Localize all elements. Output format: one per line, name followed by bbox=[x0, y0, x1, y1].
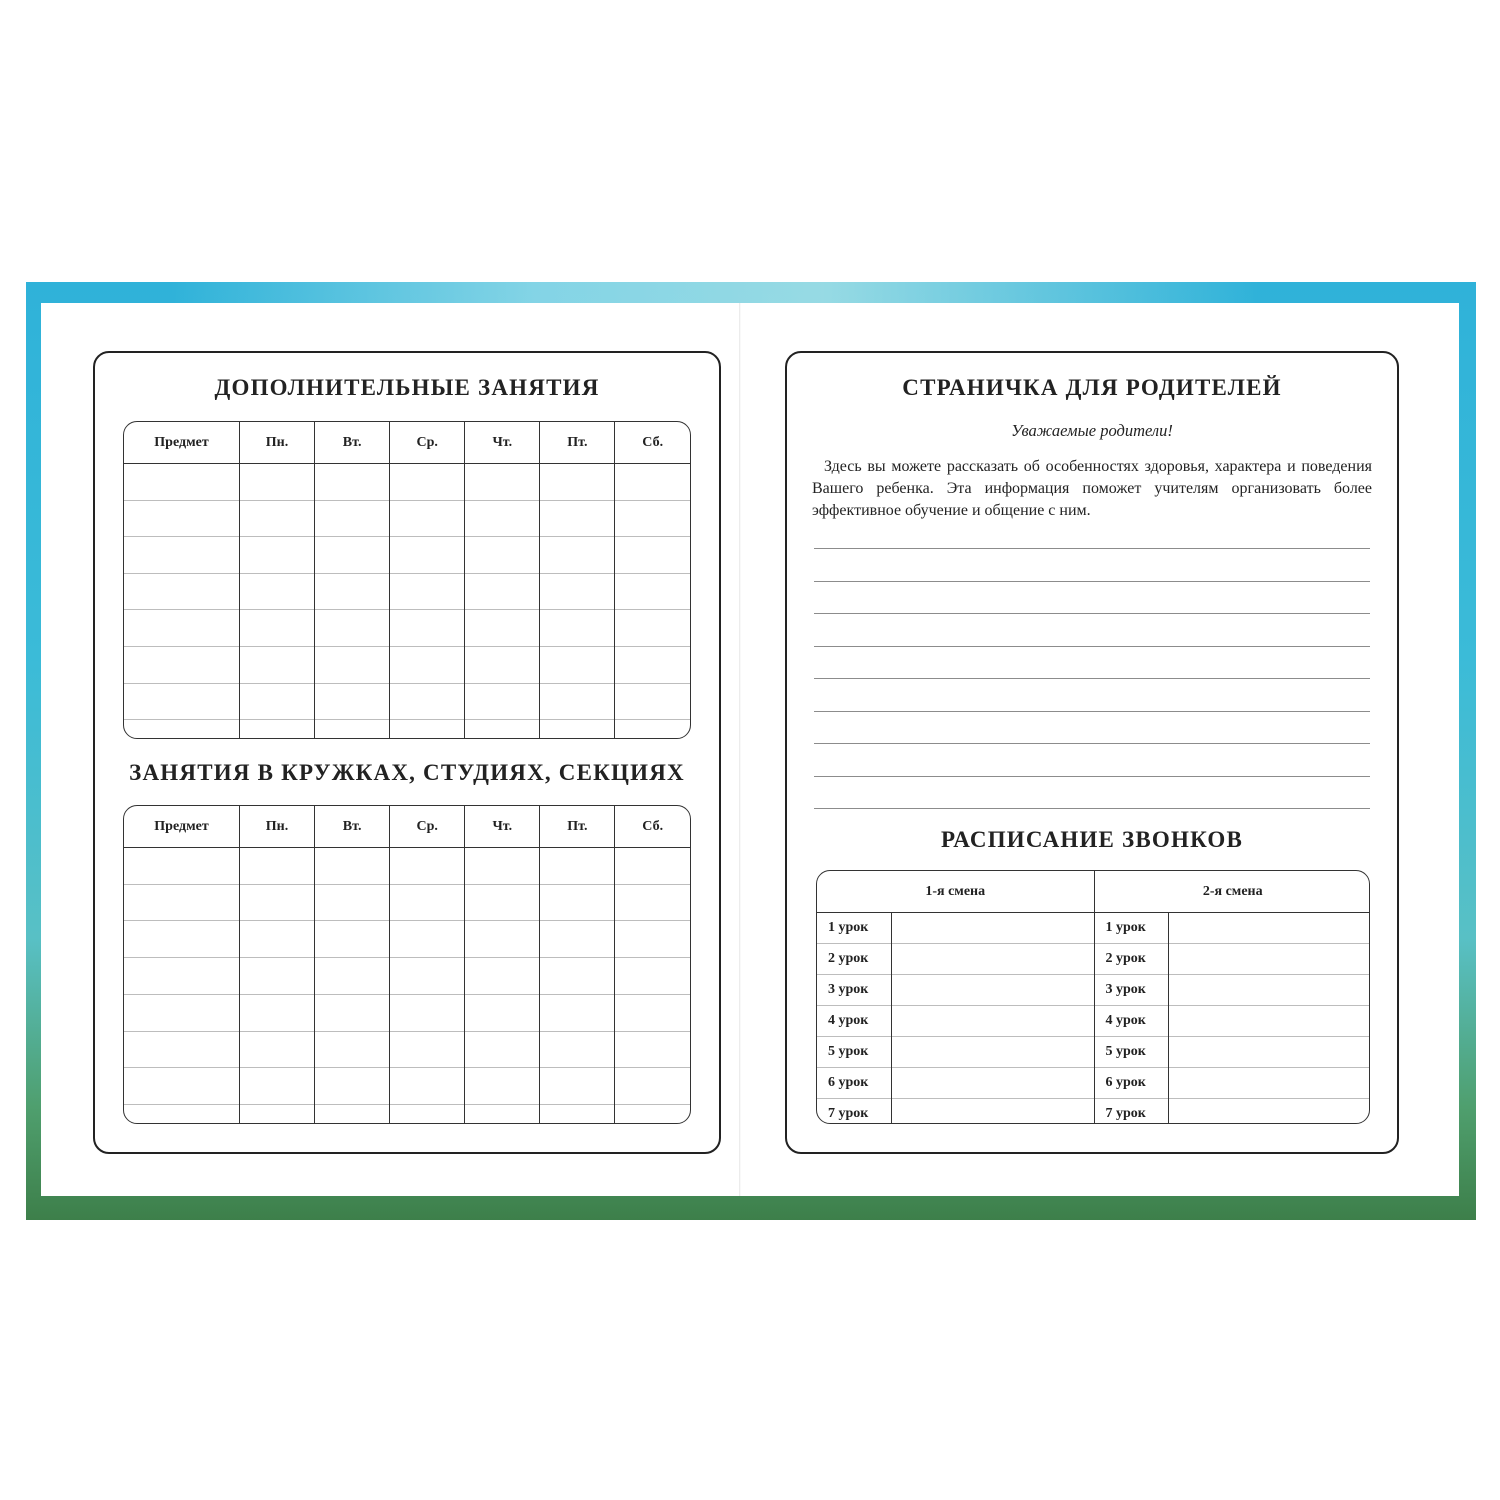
empty-cell[interactable] bbox=[615, 500, 690, 537]
table-header-row bbox=[124, 806, 690, 848]
shift1-lesson-label: 2 урок bbox=[817, 944, 891, 975]
empty-cell[interactable] bbox=[240, 921, 315, 958]
empty-cell[interactable] bbox=[390, 573, 465, 610]
empty-cell[interactable] bbox=[240, 884, 315, 921]
empty-cell[interactable] bbox=[540, 994, 615, 1031]
parents-intro-text: Здесь вы можете рассказать об особенностях здоровья, характера и поведения Вашего ребенка. Эта информация поможет учителям организовать более эффективное обучение и общение с ним. bbox=[812, 458, 1372, 519]
empty-cell[interactable] bbox=[390, 1105, 465, 1123]
bell-header-row bbox=[817, 871, 1370, 913]
empty-cell[interactable] bbox=[390, 464, 465, 501]
table-row bbox=[124, 646, 690, 683]
empty-cell[interactable] bbox=[540, 646, 615, 683]
column-header-thu: Чт. bbox=[465, 422, 540, 464]
empty-cell[interactable] bbox=[390, 500, 465, 537]
extra-classes-table bbox=[123, 421, 691, 739]
bell-row bbox=[817, 913, 1370, 944]
writing-line[interactable] bbox=[814, 678, 1370, 679]
empty-cell[interactable] bbox=[540, 537, 615, 574]
writing-line[interactable] bbox=[814, 581, 1370, 582]
empty-cell[interactable] bbox=[390, 683, 465, 720]
empty-cell[interactable] bbox=[390, 848, 465, 885]
table-row bbox=[124, 1105, 690, 1123]
empty-cell[interactable] bbox=[124, 500, 240, 537]
bell-row bbox=[817, 1006, 1370, 1037]
parents-greeting: Уважаемые родители! bbox=[1011, 421, 1173, 440]
empty-cell[interactable] bbox=[540, 573, 615, 610]
empty-cell[interactable] bbox=[465, 921, 540, 958]
bell-row bbox=[817, 975, 1370, 1006]
empty-cell[interactable] bbox=[540, 610, 615, 647]
empty-cell[interactable] bbox=[465, 1105, 540, 1123]
empty-cell[interactable] bbox=[124, 464, 240, 501]
empty-cell[interactable] bbox=[315, 500, 390, 537]
column-header-wed: Ср. bbox=[390, 422, 465, 464]
empty-cell[interactable] bbox=[390, 1031, 465, 1068]
empty-cell[interactable] bbox=[124, 958, 240, 995]
shift2-lesson-label: 6 урок bbox=[1094, 1068, 1168, 1099]
parents-page-title: СТРАНИЧКА ДЛЯ РОДИТЕЛЕЙ bbox=[902, 375, 1282, 400]
empty-cell[interactable] bbox=[465, 884, 540, 921]
table-row bbox=[124, 464, 690, 501]
shift2-time-field[interactable] bbox=[1168, 1006, 1370, 1037]
page-spine bbox=[739, 303, 741, 1196]
empty-cell[interactable] bbox=[615, 646, 690, 683]
empty-cell[interactable] bbox=[315, 1105, 390, 1123]
column-header-mon: Пн. bbox=[240, 422, 315, 464]
empty-cell[interactable] bbox=[390, 610, 465, 647]
shift1-time-field[interactable] bbox=[891, 944, 1094, 975]
shift1-time-field[interactable] bbox=[891, 913, 1094, 944]
empty-cell[interactable] bbox=[390, 1068, 465, 1105]
column-header-subject: Предмет bbox=[124, 422, 240, 464]
empty-cell[interactable] bbox=[240, 537, 315, 574]
empty-cell[interactable] bbox=[465, 464, 540, 501]
shift2-time-field[interactable] bbox=[1168, 913, 1370, 944]
bell-row bbox=[817, 1099, 1370, 1125]
column-header-tue: Вт. bbox=[315, 422, 390, 464]
empty-cell[interactable] bbox=[315, 464, 390, 501]
empty-cell[interactable] bbox=[124, 720, 240, 738]
empty-cell[interactable] bbox=[390, 921, 465, 958]
empty-cell[interactable] bbox=[465, 537, 540, 574]
shift2-time-field[interactable] bbox=[1168, 1099, 1370, 1125]
empty-cell[interactable] bbox=[240, 958, 315, 995]
table-header-row bbox=[124, 422, 690, 464]
empty-cell[interactable] bbox=[390, 884, 465, 921]
empty-cell[interactable] bbox=[315, 994, 390, 1031]
empty-cell[interactable] bbox=[124, 921, 240, 958]
empty-cell[interactable] bbox=[615, 848, 690, 885]
shift1-lesson-label: 3 урок bbox=[817, 975, 891, 1006]
clubs-table bbox=[123, 805, 691, 1124]
shift2-lesson-label: 2 урок bbox=[1094, 944, 1168, 975]
shift1-time-field[interactable] bbox=[891, 1099, 1094, 1125]
shift1-time-field[interactable] bbox=[891, 1068, 1094, 1099]
empty-cell[interactable] bbox=[615, 1031, 690, 1068]
empty-cell[interactable] bbox=[240, 1105, 315, 1123]
empty-cell[interactable] bbox=[615, 994, 690, 1031]
empty-cell[interactable] bbox=[540, 958, 615, 995]
empty-cell[interactable] bbox=[240, 646, 315, 683]
table-row bbox=[124, 500, 690, 537]
empty-cell[interactable] bbox=[540, 500, 615, 537]
empty-cell[interactable] bbox=[124, 1031, 240, 1068]
empty-cell[interactable] bbox=[315, 921, 390, 958]
empty-cell[interactable] bbox=[240, 848, 315, 885]
empty-cell[interactable] bbox=[465, 1031, 540, 1068]
shift2-time-field[interactable] bbox=[1168, 1068, 1370, 1099]
shift2-time-field[interactable] bbox=[1168, 944, 1370, 975]
empty-cell[interactable] bbox=[315, 848, 390, 885]
bell-schedule-title: РАСПИСАНИЕ ЗВОНКОВ bbox=[940, 827, 1244, 852]
empty-cell[interactable] bbox=[615, 1105, 690, 1123]
empty-cell[interactable] bbox=[240, 573, 315, 610]
empty-cell[interactable] bbox=[615, 573, 690, 610]
empty-cell[interactable] bbox=[615, 958, 690, 995]
empty-cell[interactable] bbox=[124, 610, 240, 647]
table-row bbox=[124, 994, 690, 1031]
column-header-subject: Предмет bbox=[124, 806, 240, 848]
shift1-lesson-label: 1 урок bbox=[828, 920, 869, 935]
shift1-lesson-label: 4 урок bbox=[817, 1006, 891, 1037]
empty-cell[interactable] bbox=[240, 994, 315, 1031]
empty-cell[interactable] bbox=[465, 500, 540, 537]
empty-cell[interactable] bbox=[615, 683, 690, 720]
shift1-time-field[interactable] bbox=[891, 1006, 1094, 1037]
empty-cell[interactable] bbox=[390, 958, 465, 995]
empty-cell[interactable] bbox=[124, 994, 240, 1031]
empty-cell[interactable] bbox=[315, 646, 390, 683]
empty-cell[interactable] bbox=[465, 994, 540, 1031]
empty-cell[interactable] bbox=[390, 994, 465, 1031]
writing-line[interactable] bbox=[814, 808, 1370, 809]
empty-cell[interactable] bbox=[240, 464, 315, 501]
empty-cell[interactable] bbox=[465, 683, 540, 720]
shift2-header: 2-я смена bbox=[1094, 871, 1370, 913]
empty-cell[interactable] bbox=[240, 500, 315, 537]
empty-cell[interactable] bbox=[540, 464, 615, 501]
empty-cell[interactable] bbox=[465, 610, 540, 647]
empty-cell[interactable] bbox=[124, 884, 240, 921]
empty-cell[interactable] bbox=[390, 646, 465, 683]
writing-line[interactable] bbox=[814, 548, 1370, 549]
table-row bbox=[124, 958, 690, 995]
shift2-time-field[interactable] bbox=[1168, 1037, 1370, 1068]
empty-cell[interactable] bbox=[315, 720, 390, 738]
empty-cell[interactable] bbox=[315, 683, 390, 720]
writing-line[interactable] bbox=[814, 711, 1370, 712]
empty-cell[interactable] bbox=[315, 1068, 390, 1105]
column-header-mon: Пн. bbox=[240, 806, 315, 848]
table-row bbox=[124, 921, 690, 958]
table-row bbox=[124, 848, 690, 885]
table-row bbox=[124, 720, 690, 738]
shift1-lesson-label: 5 урок bbox=[817, 1037, 891, 1068]
empty-cell[interactable] bbox=[540, 1105, 615, 1123]
shift1-time-field[interactable] bbox=[891, 975, 1094, 1006]
empty-cell[interactable] bbox=[615, 464, 690, 501]
writing-line[interactable] bbox=[814, 776, 1370, 777]
empty-cell[interactable] bbox=[465, 646, 540, 683]
empty-cell[interactable] bbox=[615, 720, 690, 738]
bell-row bbox=[817, 1068, 1370, 1099]
shift2-time-field[interactable] bbox=[1168, 975, 1370, 1006]
empty-cell[interactable] bbox=[465, 720, 540, 738]
empty-cell[interactable] bbox=[124, 646, 240, 683]
empty-cell[interactable] bbox=[315, 537, 390, 574]
shift2-lesson-label: 4 урок bbox=[1094, 1006, 1168, 1037]
table-row bbox=[124, 537, 690, 574]
empty-cell[interactable] bbox=[240, 610, 315, 647]
shift2-lesson-label: 3 урок bbox=[1094, 975, 1168, 1006]
empty-cell[interactable] bbox=[124, 1105, 240, 1123]
empty-cell[interactable] bbox=[465, 958, 540, 995]
empty-cell[interactable] bbox=[240, 683, 315, 720]
table-row bbox=[124, 1031, 690, 1068]
empty-cell[interactable] bbox=[540, 1068, 615, 1105]
clubs-title: ЗАНЯТИЯ В КРУЖКАХ, СТУДИЯХ, СЕКЦИЯХ bbox=[129, 760, 685, 785]
table-row bbox=[124, 683, 690, 720]
empty-cell[interactable] bbox=[615, 1068, 690, 1105]
empty-cell[interactable] bbox=[465, 1068, 540, 1105]
empty-cell[interactable] bbox=[315, 1031, 390, 1068]
table-row bbox=[124, 573, 690, 610]
empty-cell[interactable] bbox=[124, 573, 240, 610]
empty-cell[interactable] bbox=[240, 1031, 315, 1068]
bell-schedule-table bbox=[816, 870, 1370, 1124]
writing-line[interactable] bbox=[814, 646, 1370, 647]
writing-line[interactable] bbox=[814, 613, 1370, 614]
shift2-lesson-label: 7 урок bbox=[1094, 1099, 1168, 1125]
shift1-lesson-label: 6 урок bbox=[817, 1068, 891, 1099]
extra-classes-title: ДОПОЛНИТЕЛЬНЫЕ ЗАНЯТИЯ bbox=[214, 375, 600, 400]
shift1-time-field[interactable] bbox=[891, 1037, 1094, 1068]
column-header-fri: Пт. bbox=[540, 422, 615, 464]
empty-cell[interactable] bbox=[240, 1068, 315, 1105]
column-header-tue: Вт. bbox=[315, 806, 390, 848]
table-row bbox=[124, 610, 690, 647]
empty-cell[interactable] bbox=[540, 848, 615, 885]
column-header-sat: Сб. bbox=[615, 806, 690, 848]
empty-cell[interactable] bbox=[615, 921, 690, 958]
bell-row bbox=[817, 1037, 1370, 1068]
column-header-wed: Ср. bbox=[390, 806, 465, 848]
empty-cell[interactable] bbox=[540, 1031, 615, 1068]
writing-line[interactable] bbox=[814, 743, 1370, 744]
column-header-sat: Сб. bbox=[615, 422, 690, 464]
empty-cell[interactable] bbox=[315, 573, 390, 610]
table-row bbox=[124, 884, 690, 921]
shift2-lesson-label: 1 урок bbox=[1094, 913, 1168, 944]
empty-cell[interactable] bbox=[124, 537, 240, 574]
empty-cell[interactable] bbox=[540, 884, 615, 921]
empty-cell[interactable] bbox=[465, 573, 540, 610]
column-header-fri: Пт. bbox=[540, 806, 615, 848]
empty-cell[interactable] bbox=[315, 958, 390, 995]
shift2-lesson-label: 5 урок bbox=[1094, 1037, 1168, 1068]
empty-cell[interactable] bbox=[615, 884, 690, 921]
empty-cell[interactable] bbox=[124, 848, 240, 885]
bell-row bbox=[817, 944, 1370, 975]
shift1-lesson-label: 7 урок bbox=[817, 1099, 891, 1125]
empty-cell[interactable] bbox=[124, 683, 240, 720]
empty-cell[interactable] bbox=[465, 848, 540, 885]
empty-cell[interactable] bbox=[124, 1068, 240, 1105]
shift1-header: 1-я смена bbox=[817, 871, 1094, 913]
empty-cell[interactable] bbox=[240, 720, 315, 738]
empty-cell[interactable] bbox=[315, 884, 390, 921]
empty-cell[interactable] bbox=[615, 610, 690, 647]
table-row bbox=[124, 1068, 690, 1105]
empty-cell[interactable] bbox=[315, 610, 390, 647]
empty-cell[interactable] bbox=[390, 537, 465, 574]
empty-cell[interactable] bbox=[540, 720, 615, 738]
empty-cell[interactable] bbox=[390, 720, 465, 738]
column-header-thu: Чт. bbox=[465, 806, 540, 848]
empty-cell[interactable] bbox=[540, 921, 615, 958]
empty-cell[interactable] bbox=[615, 537, 690, 574]
empty-cell[interactable] bbox=[540, 683, 615, 720]
